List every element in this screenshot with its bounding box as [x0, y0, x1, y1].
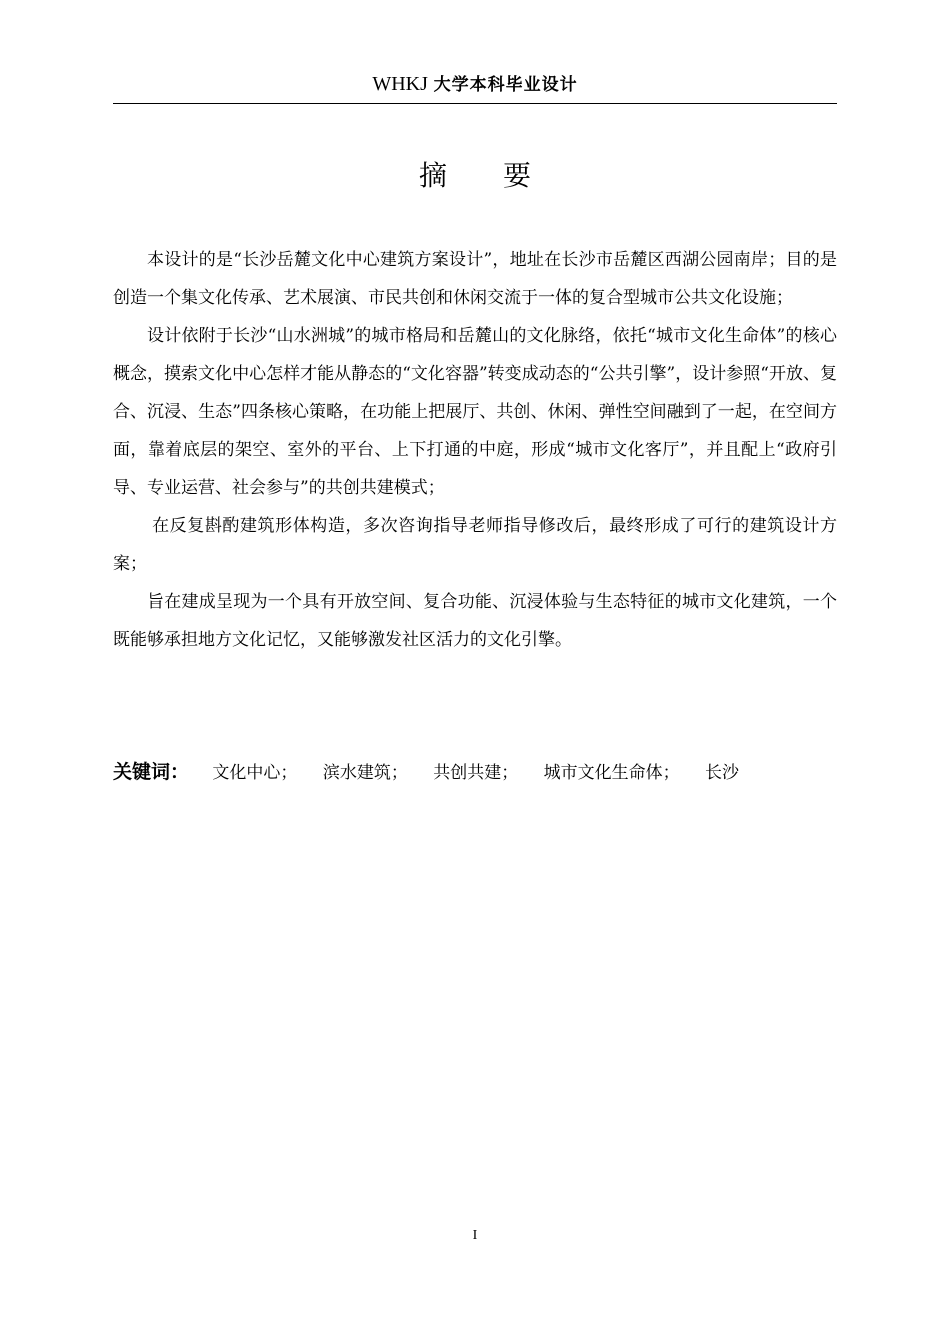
keyword-item: 城市文化生命体；: [543, 763, 680, 783]
keyword-item: 滨水建筑；: [322, 763, 408, 783]
keyword-item: 文化中心；: [212, 763, 298, 783]
page-number: I: [472, 1228, 478, 1243]
abstract-paragraph-1: 本设计的是“长沙岳麓文化中心建筑方案设计”，地址在长沙市岳麓区西湖公园南岸；目的是创造一个集文化传承、艺术展演、市民共创和休闲交流于一体的复合型城市公共文化设施；: [113, 250, 837, 308]
header-school-title: 大学本科毕业设计: [433, 75, 578, 95]
abstract-title: 摘要: [418, 159, 587, 192]
abstract-paragraph-3: 在反复斟酌建筑形体构造，多次咨询指导老师指导修改后，最终形成了可行的建筑设计方案；: [113, 516, 837, 574]
header-code: WHKJ: [372, 73, 428, 95]
keywords-label: 关键词：: [113, 761, 190, 783]
keyword-item: 长沙: [705, 763, 740, 783]
keyword-item: 共创共建；: [433, 763, 519, 783]
abstract-body: [113, 241, 837, 659]
abstract-paragraph-4: 旨在建成呈现为一个具有开放空间、复合功能、沉浸体验与生态特征的城市文化建筑，一个既能够承担地方文化记忆，又能够激发社区活力的文化引擎。: [113, 592, 837, 650]
page-header: [0, 70, 950, 99]
abstract-paragraph-2: 设计依附于长沙“山水洲城”的城市格局和岳麓山的文化脉络，依托“城市文化生命体”的核心概念，摸索文化中心怎样才能从静态的“文化容器”转变成动态的“公共引擎”，设计参照“开放、复合、沉浸、生态”四条核心策略，在功能上把展厅、共创、休闲、弹性空间融到了一起，在空间方面，靠着底层的架空、室外的平台、上下打通的中庭，形成“城市文化客厅”，并且配上“政府引导、专业运营、社会参与”的共创共建模式；: [113, 326, 837, 498]
keywords-line: [113, 754, 837, 791]
header-divider: [113, 103, 837, 104]
